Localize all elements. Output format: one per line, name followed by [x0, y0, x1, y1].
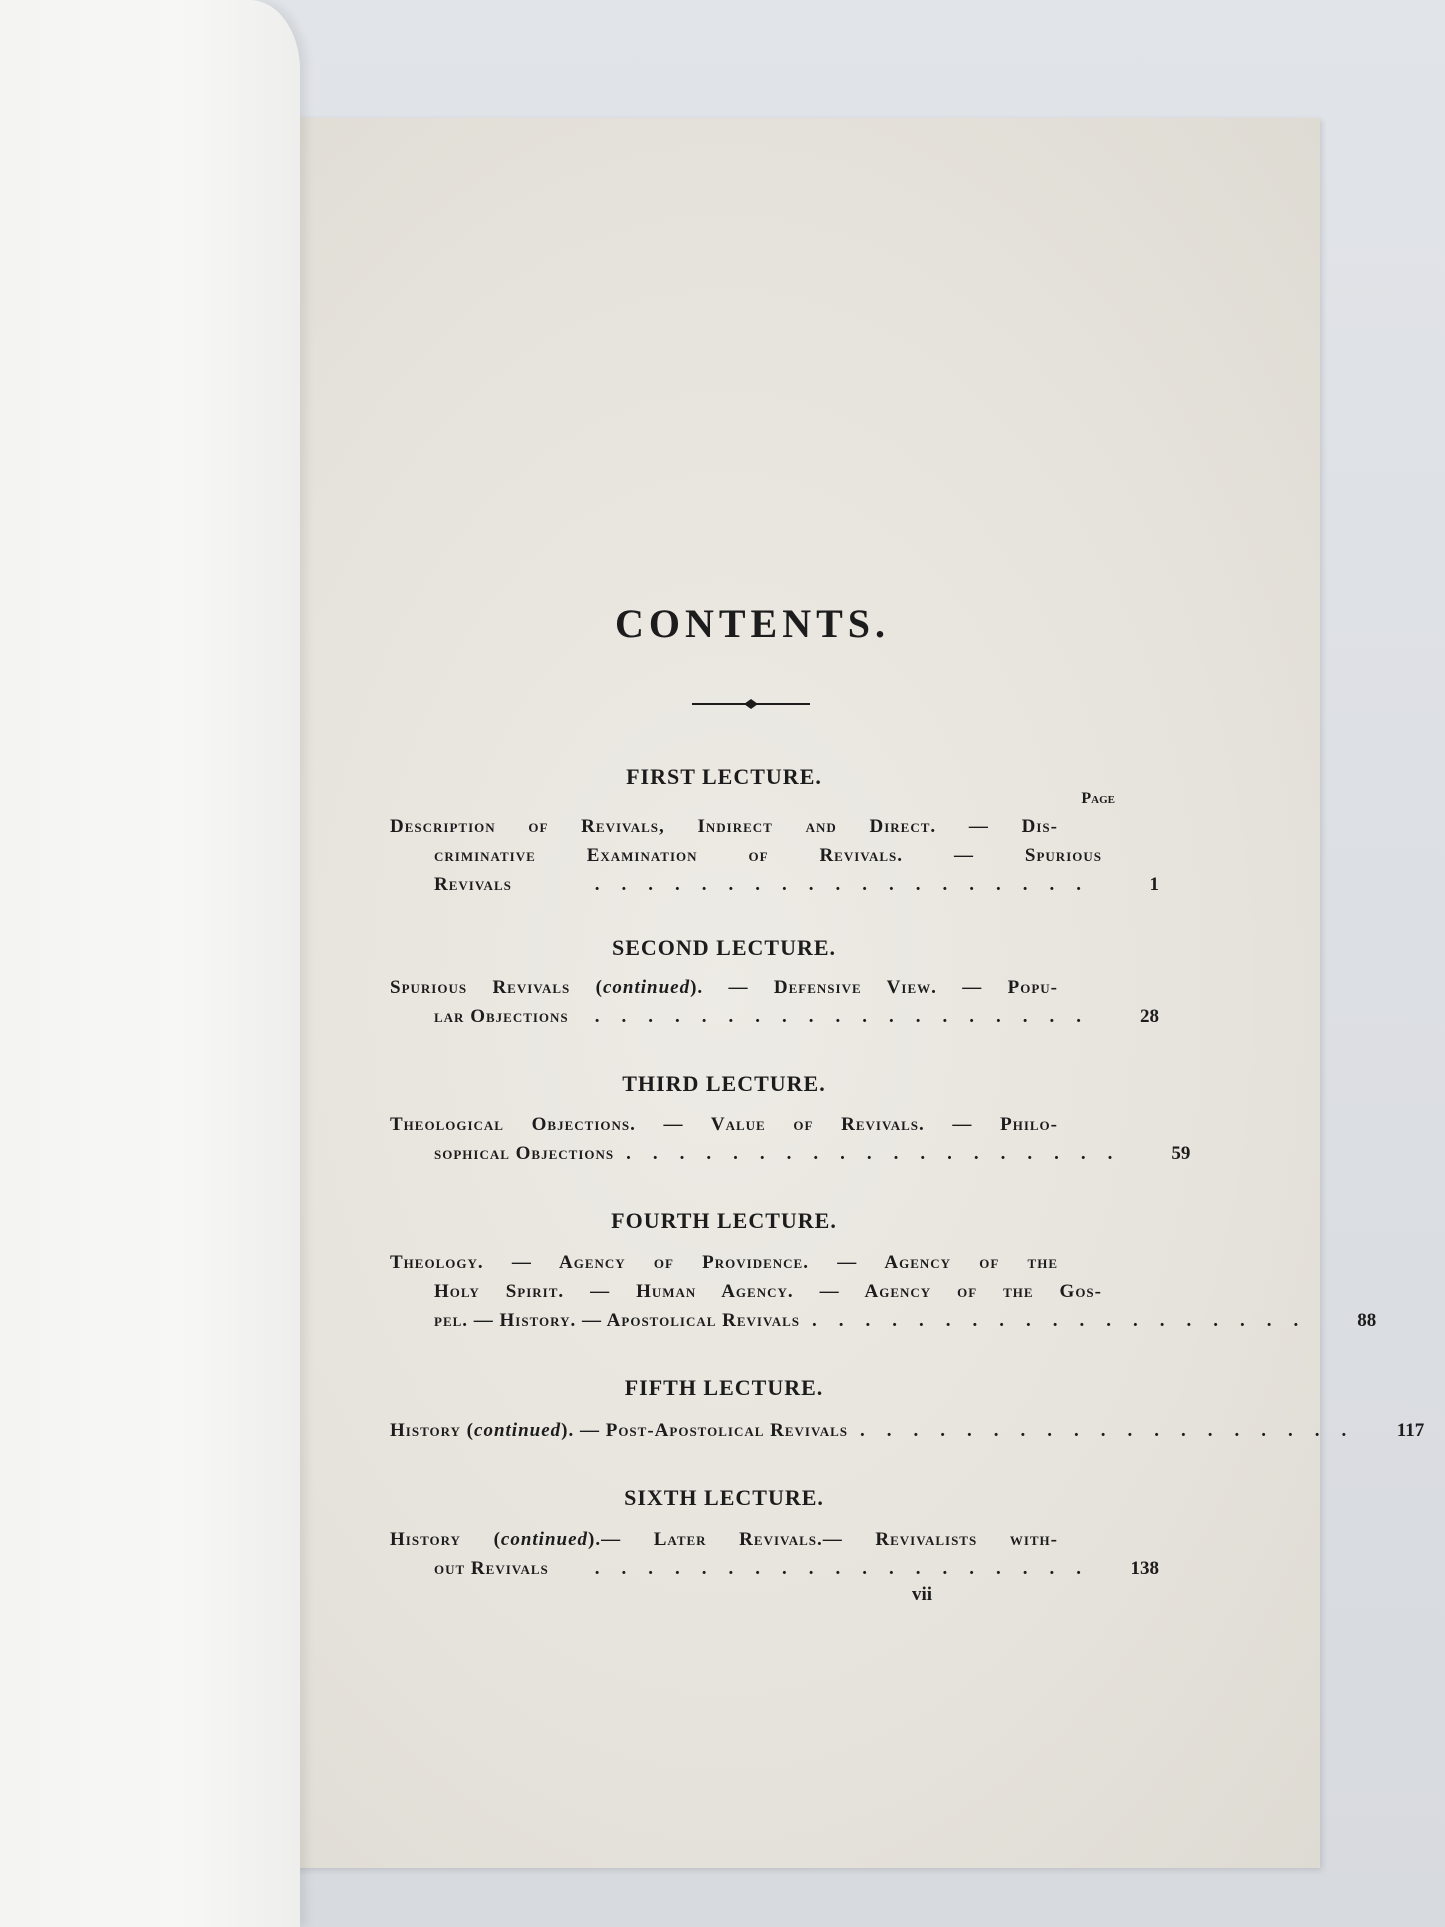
entry-text: ). — Post-Apostolical Revivals — [561, 1420, 848, 1441]
dot-leader: ................... — [594, 1558, 1103, 1579]
entry-last-line — [390, 1306, 1377, 1335]
dot-leader: ................... — [859, 1420, 1369, 1441]
page-folio: vii — [912, 1584, 933, 1605]
toc-entry-fourth[interactable] — [390, 1248, 1377, 1335]
toc-entry-second[interactable] — [390, 973, 1159, 1031]
entry-line: Holy Spirit. — Human Agency. — Agency of the Gos- — [434, 1281, 1102, 1302]
lecture-heading-first: FIRST LECTURE. — [626, 764, 822, 789]
lecture-heading-fourth: FOURTH LECTURE. — [611, 1208, 837, 1233]
page-number: 28 — [1140, 1006, 1159, 1027]
entry-last-line — [390, 1554, 1159, 1583]
entry-text: ). — Defensive View. — Popu- — [690, 977, 1058, 998]
entry-text — [390, 1416, 848, 1445]
entry-line: Theology. — Agency of Providence. — Agency of the — [390, 1252, 1058, 1273]
entry-line — [390, 1525, 1058, 1554]
ornament-divider-icon — [692, 696, 810, 712]
entry-text: pel. — History. — Apostolical Revivals — [434, 1310, 800, 1331]
lecture-heading-second: SECOND LECTURE. — [611, 935, 837, 960]
page-number: 138 — [1130, 1558, 1159, 1579]
lecture-heading-fifth: FIFTH LECTURE. — [624, 1375, 824, 1400]
entry-last-line — [390, 1002, 1159, 1031]
page-column-label: Page — [1081, 790, 1115, 807]
page-number: 59 — [1171, 1143, 1191, 1164]
dot-leader: ................... — [812, 1310, 1321, 1331]
toc-entry-first[interactable] — [390, 812, 1159, 899]
entry-text: History ( — [390, 1529, 501, 1550]
left-page-edge — [0, 0, 300, 1927]
entry-text: sophical Objections — [434, 1143, 615, 1164]
toc-entry-fifth[interactable] — [390, 1416, 1425, 1445]
toc-entry-third[interactable] — [390, 1110, 1191, 1168]
page-number: 88 — [1357, 1310, 1377, 1331]
entry-last-line — [390, 1416, 1425, 1445]
entry-line — [390, 973, 1058, 1002]
page-number: 1 — [1149, 874, 1159, 895]
dot-leader: ................... — [594, 874, 1103, 895]
entry-text: History ( — [390, 1420, 475, 1441]
entry-italic-text: continued — [474, 1420, 562, 1441]
lecture-heading-sixth: SIXTH LECTURE. — [624, 1485, 824, 1510]
entry-italic-text: continued — [602, 977, 691, 998]
dot-leader: ................... — [626, 1143, 1135, 1164]
entry-text: ).— Later Revivals.— Revivalists with- — [588, 1529, 1058, 1550]
entry-text: Revivals — [434, 874, 512, 895]
entry-line: Description of Revivals, Indirect and Direct. — Dis- — [390, 816, 1058, 837]
entry-line: Theological Objections. — Value of Revivals. — Philo- — [390, 1114, 1058, 1135]
entry-text: lar Objections — [434, 1006, 569, 1027]
entry-text: Spurious Revivals ( — [390, 977, 603, 998]
entry-last-line — [390, 870, 1159, 899]
entry-line: criminative Examination of Revivals. — Spurious — [434, 845, 1102, 866]
page-number: 117 — [1396, 1420, 1425, 1441]
entry-text: out Revivals — [434, 1558, 549, 1579]
entry-last-line — [390, 1139, 1191, 1168]
toc-entry-sixth[interactable] — [390, 1525, 1159, 1583]
lecture-heading-third: THIRD LECTURE. — [622, 1071, 826, 1096]
dot-leader: ................... — [594, 1006, 1103, 1027]
entry-italic-text: continued — [500, 1529, 589, 1550]
page-title: CONTENTS. — [614, 601, 891, 646]
